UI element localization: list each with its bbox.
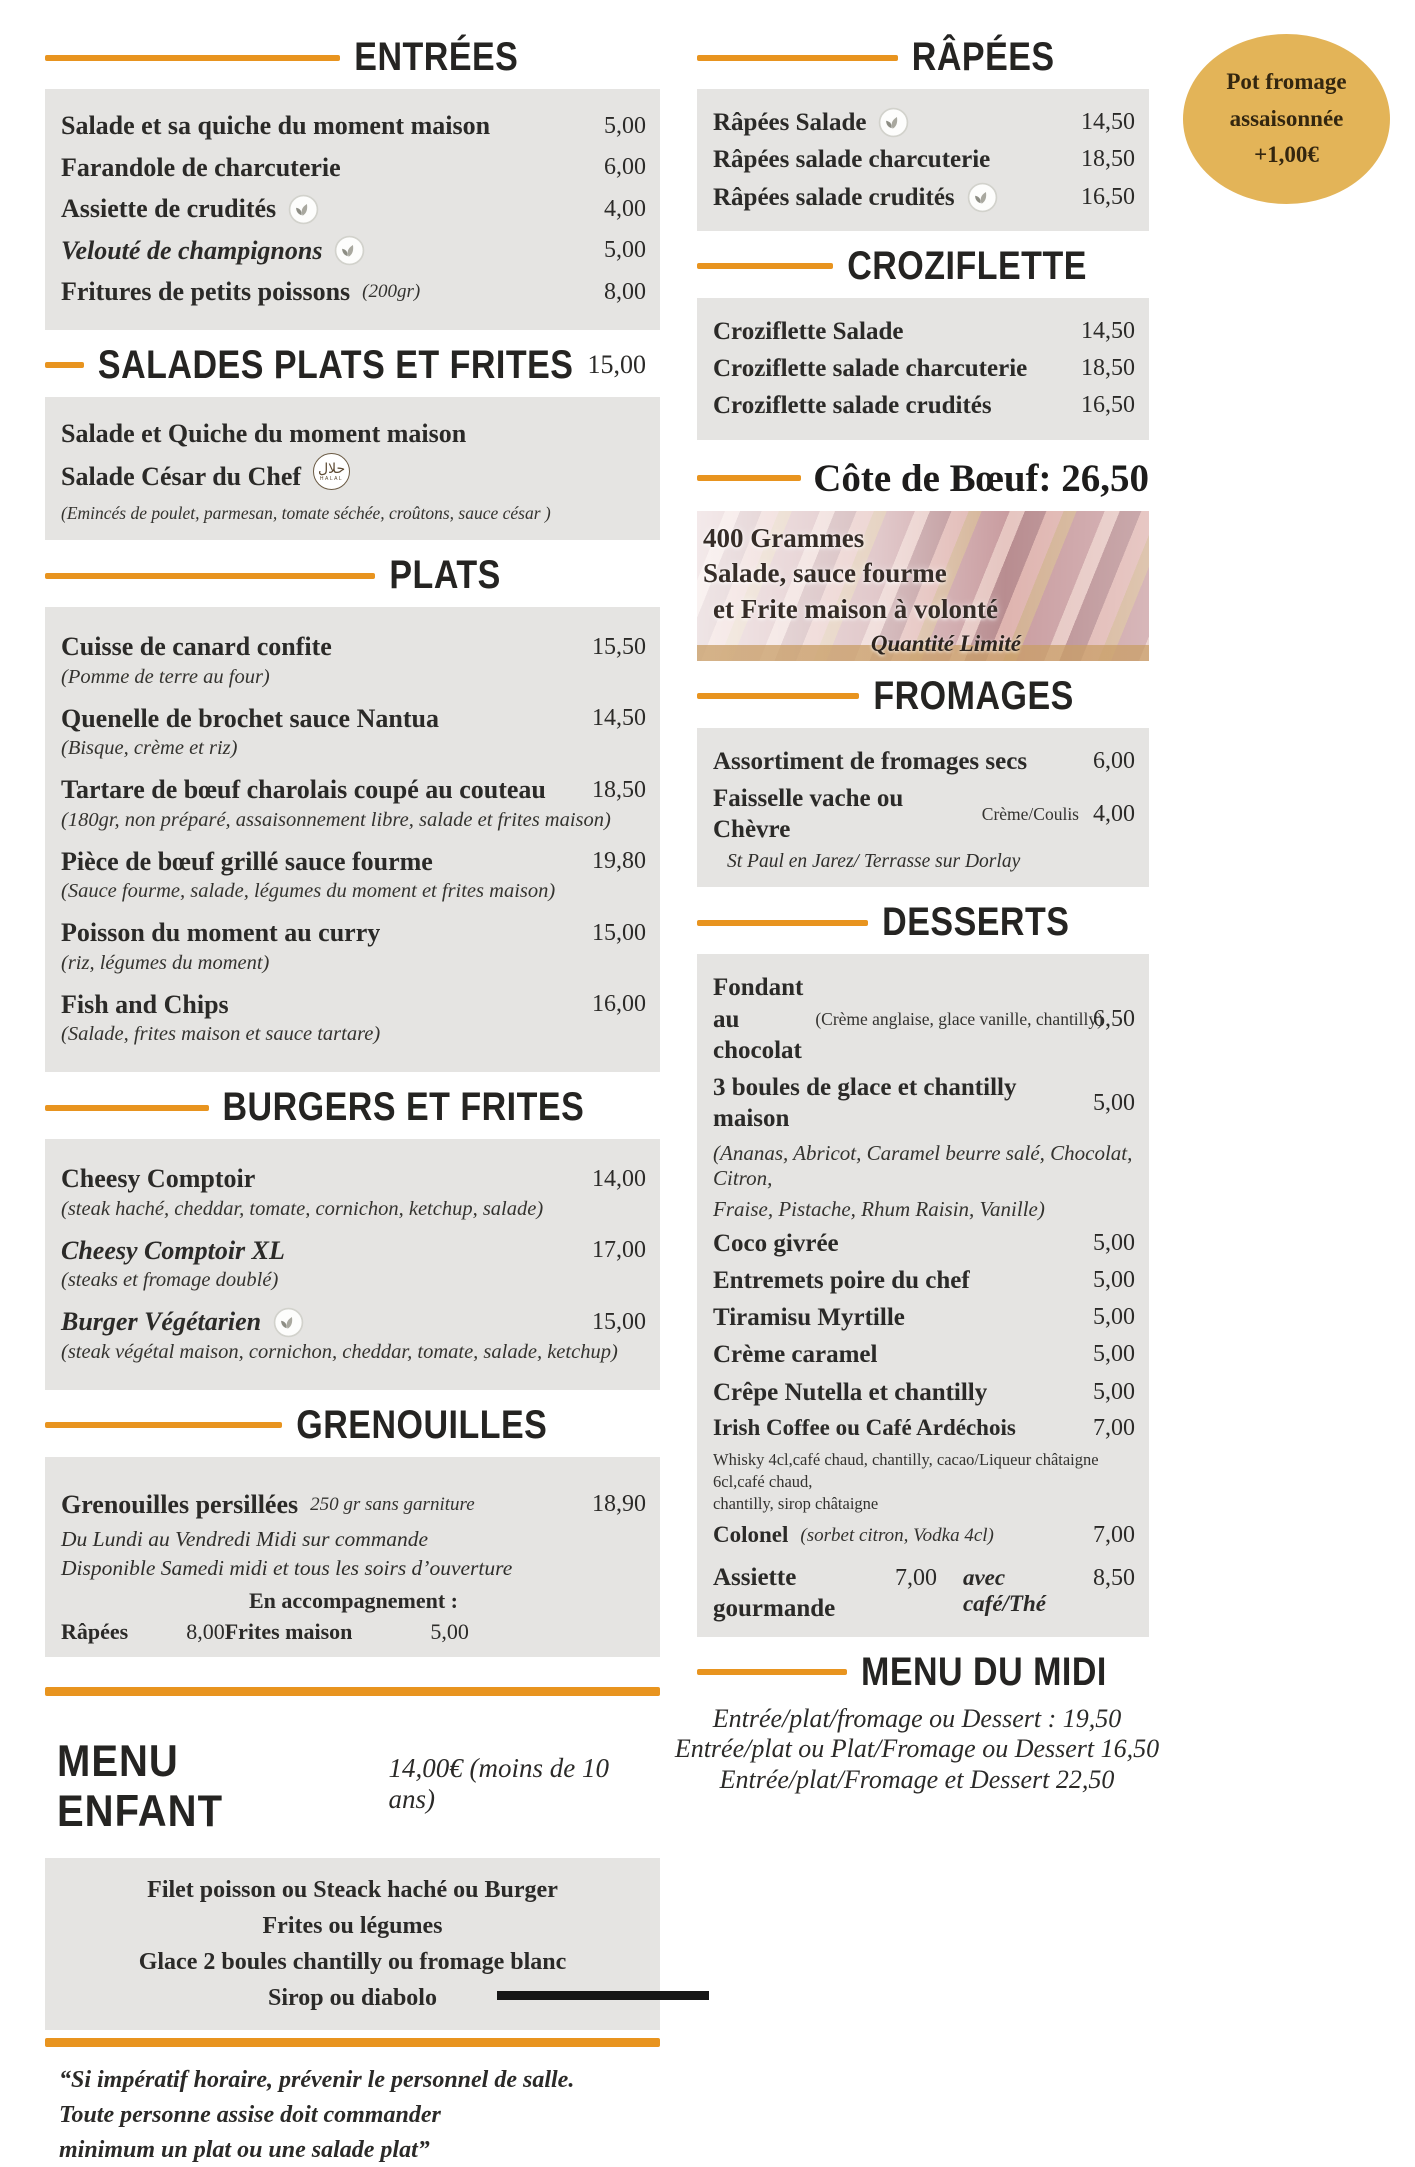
- menu-item: [61, 1489, 578, 1522]
- section-header: [45, 1084, 660, 1130]
- orange-divider: [45, 1687, 660, 1696]
- item-price: 5,00: [604, 112, 646, 139]
- menu-item-row: [61, 152, 646, 185]
- side-dish-name: Frites maison: [224, 1619, 353, 1644]
- item-price: 5,00: [1093, 1341, 1135, 1368]
- item-name: Râpées salade charcuterie: [713, 146, 991, 174]
- orange-rule: [45, 1422, 282, 1428]
- menu-item: [713, 1377, 1079, 1408]
- section-croziflette: [697, 243, 1149, 440]
- menu-item-row: [61, 235, 646, 268]
- item-price: 15,50: [592, 633, 646, 660]
- menu-enfant-line: Filet poisson ou Steack haché ou Burger: [147, 1877, 558, 1903]
- section-title: RÂPÉES: [911, 34, 1055, 80]
- item-name: Pièce de bœuf grillé sauce fourme: [61, 846, 433, 876]
- side-dish-price: 5,00: [430, 1619, 469, 1644]
- menu-item-row: [61, 774, 646, 807]
- item-name: Colonel: [713, 1522, 789, 1548]
- item-portion-note: (200gr): [362, 281, 421, 303]
- section-box: [697, 954, 1149, 1636]
- menu-item-row: [61, 110, 646, 143]
- menu-item: [713, 1228, 1079, 1259]
- item-price: 8,00: [604, 278, 646, 305]
- item-name: Irish Coffee ou Café Ardéchois: [713, 1414, 1016, 1440]
- badge-price: +1,00€: [1254, 142, 1319, 168]
- item-price: 16,50: [1081, 183, 1135, 210]
- menu-item-row: [61, 846, 646, 879]
- menu-item: [61, 1163, 578, 1196]
- menu-item: [61, 703, 578, 736]
- menu-item: [713, 783, 1079, 846]
- menu-item-row: [61, 989, 646, 1022]
- section-price: 15,00: [587, 350, 646, 379]
- menu-item-row: [61, 1489, 646, 1522]
- item-price: 4,00: [604, 195, 646, 222]
- item-price: 18,90: [592, 1491, 646, 1518]
- item-price: 17,00: [592, 1237, 646, 1264]
- item-price: 7,00: [894, 1565, 937, 1592]
- item-portion-note: (sorbet citron, Vodka 4cl): [800, 1524, 994, 1546]
- item-description: (Pomme de terre au four): [61, 665, 270, 688]
- item-description: (Bisque, crème et riz): [61, 737, 238, 759]
- cote-title: Côte de Bœuf: 26,50: [813, 456, 1149, 500]
- item-name: Assiette gourmande: [713, 1564, 836, 1623]
- section-header: [697, 672, 1149, 718]
- section-header: [45, 552, 660, 598]
- orange-divider: [45, 2038, 660, 2047]
- menu-item-row: [713, 353, 1135, 384]
- item-name: Tiramisu Myrtille: [713, 1304, 905, 1331]
- item-price: 16,00: [592, 991, 646, 1018]
- menu-item-row: [61, 1163, 646, 1196]
- menu-item: [713, 1521, 1079, 1550]
- item-name: Fondant au chocolat: [713, 974, 804, 1064]
- section-header: [45, 341, 660, 387]
- accompaniment-row: [61, 1619, 646, 1645]
- menu-item: [61, 774, 578, 807]
- menu-item: [713, 1339, 1079, 1370]
- menu-item: [713, 972, 1103, 1066]
- menu-item: [61, 235, 590, 268]
- menu-item-row: [713, 972, 1135, 1066]
- item-name: Burger Végétarien: [61, 1307, 262, 1336]
- section-desserts: [697, 899, 1149, 1636]
- item-description: (Salade, frites maison et sauce tartare): [61, 1023, 381, 1045]
- item-name: Crêpe Nutella et chantilly: [713, 1378, 988, 1406]
- section-title: CROZIFLETTE: [847, 243, 1087, 289]
- item-name: Cuisse de canard confite: [61, 632, 332, 661]
- menu-item: [713, 1072, 1079, 1135]
- menu-item: [61, 846, 578, 879]
- item-name: Salade César du Chef: [61, 462, 302, 492]
- side-dish-name: Râpées: [61, 1619, 129, 1644]
- cote-detail-line: Salade, sauce fourme: [703, 558, 947, 589]
- menu-item-row: [713, 1521, 1135, 1550]
- item-price: 18,50: [1081, 146, 1135, 173]
- item-price: 14,00: [592, 1165, 646, 1192]
- item-price: 5,00: [604, 237, 646, 264]
- menu-item-row: [61, 276, 646, 309]
- section-box: [697, 298, 1149, 440]
- halal-icon: حلال HALAL: [313, 459, 350, 496]
- item-price: 6,00: [604, 154, 646, 181]
- item-price: 7,00: [1093, 1414, 1135, 1441]
- side-dish-price: 8,00: [186, 1619, 225, 1644]
- vegetarian-icon: [334, 235, 365, 266]
- menu-item-row: [713, 390, 1135, 421]
- orange-rule: [697, 1669, 847, 1675]
- menu-item-row: [713, 316, 1135, 347]
- section-box: [45, 1457, 660, 1658]
- menu-item: [713, 1302, 1079, 1333]
- orange-rule: [697, 475, 801, 481]
- menu-item: [61, 1306, 578, 1339]
- section-header: [697, 243, 1149, 289]
- item-name: Fritures de petits poissons: [61, 277, 351, 306]
- item-name: Râpées Salade: [713, 109, 867, 136]
- menu-item-row: [61, 631, 646, 664]
- orange-rule: [45, 362, 84, 368]
- section-header: [697, 899, 1149, 945]
- section-rapees: [697, 34, 1149, 231]
- accompaniment-label: En accompagnement :: [249, 1588, 458, 1613]
- section-title: ENTRÉES: [354, 34, 519, 80]
- menu-item-row: [713, 1414, 1135, 1443]
- item-note: Crème/Coulis: [981, 803, 1079, 824]
- midi-formula: Entrée/plat/Fromage et Dessert 22,50: [719, 1764, 1115, 1794]
- section-title: BURGERS ET FRITES: [222, 1084, 585, 1130]
- orange-rule: [697, 263, 833, 269]
- item-price: 4,00: [1093, 800, 1135, 827]
- section-box: [45, 89, 660, 330]
- cote-detail-line: et Frite maison à volonté: [713, 593, 998, 624]
- menu-item-row: [713, 182, 1135, 213]
- menu-item-row: [713, 1302, 1135, 1333]
- item-price: 18,50: [1081, 355, 1135, 382]
- availability-note: Du Lundi au Vendredi Midi sur commande: [61, 1527, 429, 1551]
- section-box: [45, 1139, 660, 1390]
- midi-formulas: [637, 1704, 1197, 1796]
- item-name: Coco givrée: [713, 1229, 839, 1257]
- item-name: Salade et Quiche du moment maison: [61, 418, 467, 448]
- item-description: Whisky 4cl,café chaud, chantilly, cacao/Liqueur châtaigne 6cl,café chaud,: [713, 1449, 1099, 1491]
- menu-item: [713, 182, 1067, 213]
- menu-item: [713, 107, 1067, 138]
- item-description: (riz, légumes du moment): [61, 951, 270, 974]
- origin-note: St Paul en Jarez/ Terrasse sur Dorlay: [727, 851, 1021, 873]
- orange-rule: [45, 55, 340, 61]
- menu-item: [61, 193, 590, 226]
- cote-header: [697, 456, 1149, 501]
- menu-enfant-price-note: 14,00€ (moins de 10 ans): [388, 1753, 609, 1814]
- section-title: DESSERTS: [882, 899, 1070, 945]
- item-price: 5,00: [1093, 1304, 1135, 1331]
- item-name: Tartare de bœuf charolais coupé au couteau: [61, 775, 546, 804]
- badge-line: assaisonnée: [1229, 105, 1344, 131]
- item-name: Croziflette salade charcuterie: [713, 355, 1028, 382]
- item-description: (Ananas, Abricot, Caramel beurre salé, Chocolat, Citron,: [713, 1140, 1133, 1190]
- menu-item: [713, 316, 1067, 347]
- section-box: [697, 89, 1149, 231]
- item-name: Assortiment de fromages secs: [713, 747, 1028, 775]
- orange-rule: [697, 920, 868, 926]
- limited-quantity-note: Quantité Limité: [870, 630, 1021, 656]
- menu-item-row: [61, 1306, 646, 1339]
- item-price: 8,50: [1093, 1565, 1135, 1592]
- menu-item-row: [713, 1562, 1135, 1625]
- section-title: FROMAGES: [873, 672, 1074, 718]
- footer-line: Toute personne assise doit commander: [59, 2101, 441, 2128]
- item-portion-note: 250 gr sans garniture: [310, 1493, 475, 1515]
- menu-item-row: [61, 418, 646, 451]
- item-price: 15,00: [592, 919, 646, 946]
- menu-item-row: [713, 1339, 1135, 1370]
- menu-item: [713, 746, 1079, 777]
- menu-item-row: [61, 917, 646, 950]
- page-bottom-mark: [497, 1991, 709, 2000]
- midi-title: MENU DU MIDI: [861, 1649, 1107, 1694]
- item-description: Fraise, Pistache, Rhum Raisin, Vanille): [713, 1196, 1045, 1221]
- item-name: Velouté de champignons: [61, 235, 323, 265]
- footer-line: minimum un plat ou une salade plat”: [59, 2136, 430, 2163]
- menu-item: [713, 144, 1067, 175]
- item-price: 6,00: [1093, 747, 1135, 774]
- item-description: (steak végétal maison, cornichon, cheddar, tomate, salade, ketchup): [61, 1340, 618, 1363]
- orange-rule: [697, 55, 898, 61]
- item-name: Salade et sa quiche du moment maison: [61, 111, 491, 140]
- item-price: 7,00: [1093, 1522, 1135, 1549]
- item-note: (Crème anglaise, glace vanille, chantilly): [815, 1008, 1103, 1029]
- midi-header: [697, 1649, 1149, 1694]
- vegetarian-icon: [273, 1307, 304, 1338]
- item-price: 15,00: [592, 1308, 646, 1335]
- section-box: [697, 728, 1149, 888]
- menu-item: [61, 459, 646, 496]
- section-grenouilles: [45, 1401, 660, 1658]
- section-box: [45, 607, 660, 1072]
- menu-item-row: [713, 1265, 1135, 1296]
- section-title: PLATS: [389, 552, 501, 598]
- pot-fromage-badge: [1183, 34, 1390, 204]
- item-price: 6,50: [1093, 1005, 1135, 1032]
- beef-photo: [697, 511, 1149, 661]
- menu-enfant-line: Sirop ou diabolo: [268, 1985, 437, 2011]
- menu-item: [61, 418, 646, 451]
- menu-item: [61, 631, 578, 664]
- item-name: Grenouilles persillées: [61, 1489, 299, 1519]
- cote-detail-line: 400 Grammes: [703, 522, 865, 553]
- item-name: Assiette de crudités: [61, 194, 277, 223]
- midi-formula: Entrée/plat ou Plat/Fromage ou Dessert 16,50: [674, 1734, 1160, 1764]
- item-name: Poisson du moment au curry: [61, 918, 381, 947]
- menu-item: [61, 110, 590, 143]
- item-price: 5,00: [1093, 1229, 1135, 1256]
- orange-rule: [697, 693, 859, 699]
- badge-line: Pot fromage: [1226, 68, 1347, 94]
- availability-note: Disponible Samedi midi et tous les soirs d’ouverture: [61, 1556, 513, 1580]
- item-name: Cheesy Comptoir: [61, 1164, 256, 1193]
- item-name: Cheesy Comptoir XL: [61, 1235, 285, 1265]
- section-burgers-et-frites: [45, 1084, 660, 1390]
- menu-enfant-box: [45, 1858, 660, 2030]
- menu-enfant-line: Glace 2 boules chantilly ou fromage blanc: [138, 1949, 567, 1975]
- item-name: Râpées salade crudités: [713, 183, 955, 211]
- section-salades-plats-et-frites: [45, 341, 660, 541]
- right-column: [674, 22, 1160, 1796]
- item-price: 5,00: [1093, 1378, 1135, 1405]
- menu-item: [61, 917, 578, 950]
- item-description: (steak haché, cheddar, tomate, cornichon, ketchup, salade): [61, 1197, 544, 1220]
- item-price: 14,50: [592, 705, 646, 732]
- menu-item: [61, 276, 590, 309]
- section-fromages: [697, 672, 1149, 888]
- item-name: Farandole de charcuterie: [61, 152, 341, 182]
- menu-enfant-line: Frites ou légumes: [262, 1913, 443, 1939]
- menu-item: [713, 353, 1067, 384]
- menu-item: [61, 989, 578, 1022]
- item-price: 14,50: [1081, 317, 1135, 344]
- section-cote-de-boeuf: [697, 456, 1149, 661]
- section-menu-du-midi: [674, 1649, 1160, 1796]
- item-price: 14,50: [1081, 109, 1135, 136]
- section-header: [45, 34, 660, 80]
- item-name: Croziflette Salade: [713, 317, 904, 345]
- menu-item-row: [713, 1072, 1135, 1135]
- menu-item: [713, 1265, 1079, 1296]
- section-header: [697, 34, 1149, 80]
- menu-item-row: [61, 459, 646, 496]
- vegetarian-icon: [967, 182, 998, 213]
- menu-item-row: [61, 703, 646, 736]
- item-description: (Sauce fourme, salade, légumes du moment et frites maison): [61, 880, 556, 902]
- menu-item: [713, 390, 1067, 421]
- menu-item-row: [713, 746, 1135, 777]
- item-price: 18,50: [592, 776, 646, 803]
- section-box: [45, 397, 660, 541]
- section-plats: [45, 552, 660, 1072]
- item-description: (180gr, non préparé, assaisonnement libre, salade et frites maison): [61, 808, 611, 831]
- menu-enfant-title: MENU ENFANT: [57, 1736, 223, 1837]
- item-note: avec café/Thé: [962, 1565, 1046, 1617]
- menu-enfant-header: [57, 1736, 660, 1837]
- item-price: 19,80: [592, 848, 646, 875]
- section-header: [45, 1401, 660, 1447]
- menu-item: [61, 152, 590, 185]
- section-title: SALADES PLATS ET FRITES: [97, 341, 574, 387]
- orange-rule: [45, 573, 375, 579]
- menu-item-row: [61, 193, 646, 226]
- menu-item: [713, 1414, 1079, 1443]
- item-name: Crème caramel: [713, 1341, 878, 1369]
- menu-item-row: [713, 107, 1135, 138]
- item-name: Faisselle vache ou Chèvre: [713, 784, 904, 843]
- orange-rule: [45, 1105, 209, 1111]
- item-name: Fish and Chips: [61, 989, 229, 1019]
- menu-item-row: [713, 1377, 1135, 1408]
- section-entrees: [45, 34, 660, 330]
- item-price: 5,00: [1093, 1089, 1135, 1116]
- item-description: (steaks et fromage doublé): [61, 1269, 279, 1291]
- left-column: [45, 22, 660, 2167]
- section-title: GRENOUILLES: [296, 1401, 548, 1447]
- vegetarian-icon: [288, 194, 319, 225]
- item-name: Entremets poire du chef: [713, 1266, 970, 1294]
- item-name: Quenelle de brochet sauce Nantua: [61, 703, 439, 733]
- footer-notice: [59, 2063, 660, 2167]
- item-name: 3 boules de glace et chantilly maison: [713, 1074, 1017, 1133]
- vegetarian-icon: [878, 107, 909, 138]
- item-description: (Emincés de poulet, parmesan, tomate séchée, croûtons, sauce césar ): [61, 503, 551, 523]
- menu-item-row: [713, 783, 1135, 846]
- menu-item-row: [61, 1235, 646, 1268]
- item-price: 5,00: [1093, 1266, 1135, 1293]
- menu-item-row: [713, 144, 1135, 175]
- midi-formula: Entrée/plat/fromage ou Dessert : 19,50: [712, 1703, 1122, 1733]
- item-description: chantilly, sirop châtaigne: [713, 1494, 879, 1514]
- footer-line: “Si impératif horaire, prévenir le personnel de salle.: [59, 2067, 575, 2093]
- menu-item: [61, 1235, 578, 1268]
- item-name: Croziflette salade crudités: [713, 392, 992, 420]
- item-price: 16,50: [1081, 392, 1135, 419]
- menu-item-row: [713, 1228, 1135, 1259]
